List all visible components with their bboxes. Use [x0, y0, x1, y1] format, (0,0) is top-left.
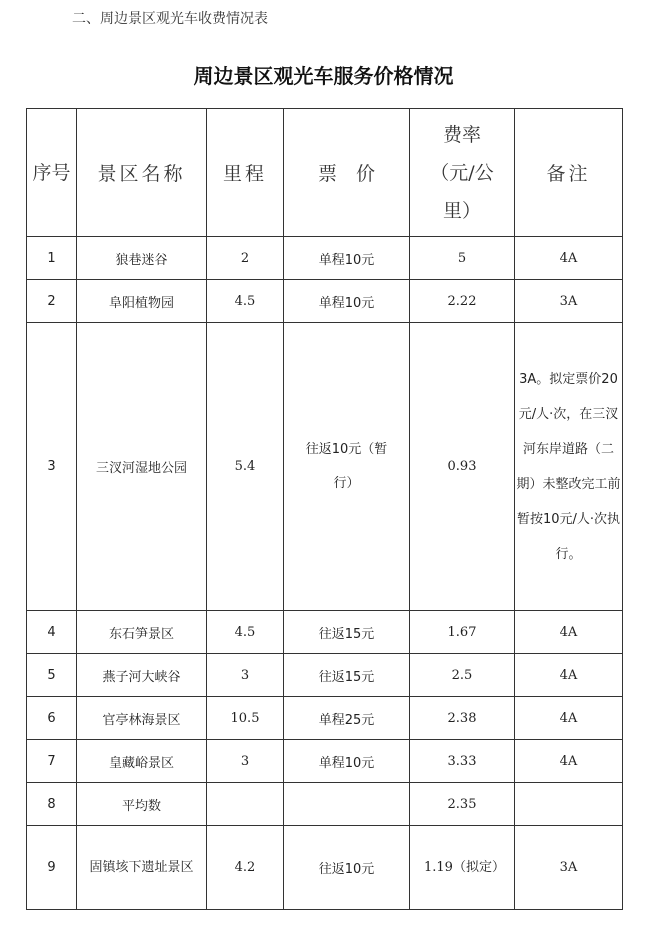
table-row — [27, 323, 623, 611]
cell-distance: 2 — [207, 237, 284, 280]
cell-no: 9 — [27, 826, 77, 910]
table-row — [27, 826, 623, 910]
cell-no: 6 — [27, 697, 77, 740]
cell-rate: 2.35 — [410, 783, 515, 826]
cell-note: 4A — [515, 697, 623, 740]
cell-name: 东石笋景区 — [77, 611, 207, 654]
cell-rate: 1.67 — [410, 611, 515, 654]
cell-no: 2 — [27, 280, 77, 323]
header-no: 序号 — [27, 109, 77, 237]
table-row — [27, 740, 623, 783]
cell-price: 单程25元 — [284, 697, 410, 740]
price-table — [26, 108, 623, 910]
cell-name: 三汊河湿地公园 — [77, 323, 207, 611]
cell-rate: 1.19（拟定） — [410, 826, 515, 910]
cell-name: 燕子河大峡谷 — [77, 654, 207, 697]
cell-no: 4 — [27, 611, 77, 654]
cell-name: 狼巷迷谷 — [77, 237, 207, 280]
table-row — [27, 697, 623, 740]
cell-price: 单程10元 — [284, 280, 410, 323]
cell-price: 往返15元 — [284, 611, 410, 654]
cell-note: 3A。拟定票价20元/人·次，在三汊河东岸道路（二期）未整改完工前暂按10元/人·次执行。 — [515, 323, 623, 611]
cell-price: 单程10元 — [284, 237, 410, 280]
cell-distance: 4.5 — [207, 611, 284, 654]
cell-note — [515, 783, 623, 826]
cell-note: 4A — [515, 740, 623, 783]
cell-no: 3 — [27, 323, 77, 611]
table-row — [27, 237, 623, 280]
cell-note: 4A — [515, 611, 623, 654]
cell-rate: 3.33 — [410, 740, 515, 783]
cell-note: 3A — [515, 280, 623, 323]
table-header-row — [27, 109, 623, 237]
cell-distance: 10.5 — [207, 697, 284, 740]
cell-name: 平均数 — [77, 783, 207, 826]
cell-rate: 0.93 — [410, 323, 515, 611]
header-rate: 费率（元/公里） — [410, 109, 515, 237]
cell-note: 3A — [515, 826, 623, 910]
table-row — [27, 280, 623, 323]
cell-name: 固镇垓下遗址景区 — [77, 826, 207, 910]
cell-price: 往返10元 — [284, 826, 410, 910]
cell-note: 4A — [515, 654, 623, 697]
cell-no: 1 — [27, 237, 77, 280]
cell-rate: 2.38 — [410, 697, 515, 740]
page-title: 周边景区观光车服务价格情况 — [193, 64, 454, 88]
header-name: 景区名称 — [77, 109, 207, 237]
table-row — [27, 783, 623, 826]
cell-distance: 4.5 — [207, 280, 284, 323]
cell-distance: 4.2 — [207, 826, 284, 910]
cell-name: 皇藏峪景区 — [77, 740, 207, 783]
cell-name: 阜阳植物园 — [77, 280, 207, 323]
cell-name: 官亭林海景区 — [77, 697, 207, 740]
cell-no: 7 — [27, 740, 77, 783]
cell-distance: 3 — [207, 740, 284, 783]
cell-price — [284, 783, 410, 826]
section-heading: 二、周边景区观光车收费情况表 — [72, 11, 268, 27]
cell-no: 8 — [27, 783, 77, 826]
header-note: 备注 — [515, 109, 623, 237]
cell-distance — [207, 783, 284, 826]
cell-rate: 2.22 — [410, 280, 515, 323]
cell-no: 5 — [27, 654, 77, 697]
header-distance: 里程 — [207, 109, 284, 237]
cell-note: 4A — [515, 237, 623, 280]
cell-distance: 5.4 — [207, 323, 284, 611]
table-row — [27, 611, 623, 654]
cell-rate: 5 — [410, 237, 515, 280]
cell-price: 单程10元 — [284, 740, 410, 783]
header-price: 票 价 — [284, 109, 410, 237]
table-row — [27, 654, 623, 697]
cell-rate: 2.5 — [410, 654, 515, 697]
cell-price: 往返10元（暂行） — [284, 323, 410, 611]
cell-distance: 3 — [207, 654, 284, 697]
cell-price: 往返15元 — [284, 654, 410, 697]
